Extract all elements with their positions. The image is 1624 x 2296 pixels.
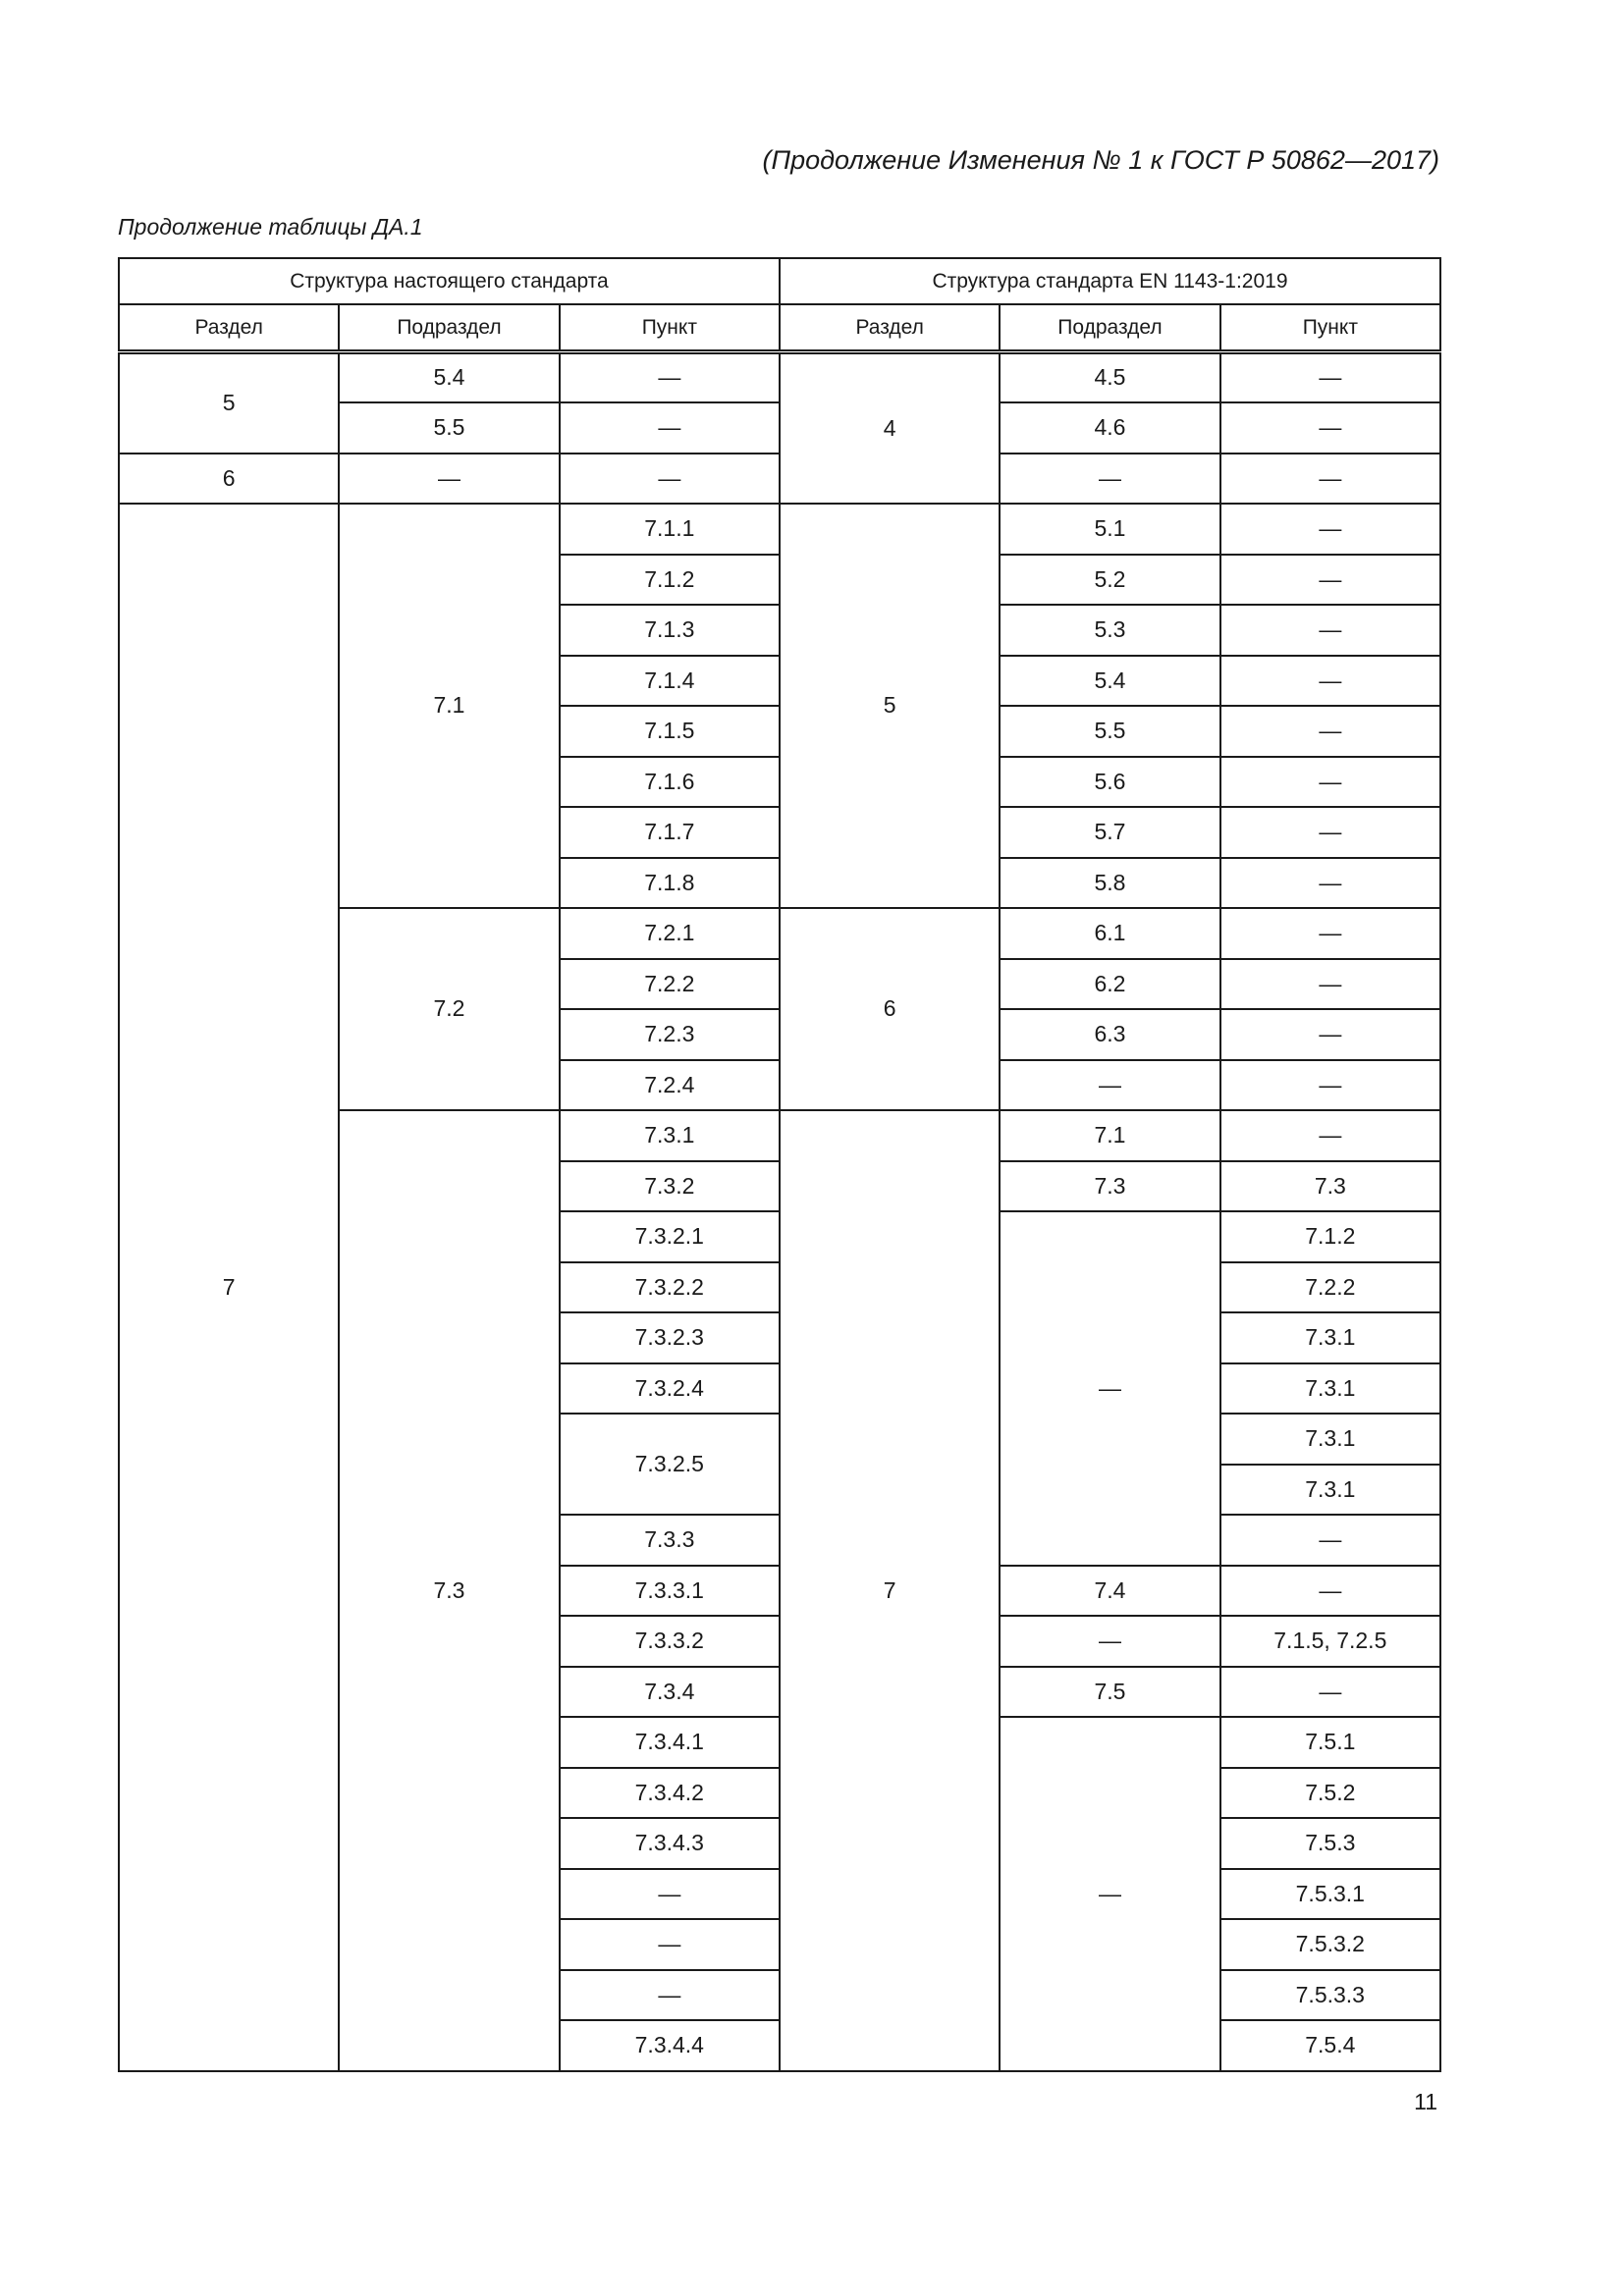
table-cell: 7.3.3 (560, 1515, 780, 1566)
table-cell: 7.1 (1000, 1110, 1219, 1161)
correspondence-table (118, 257, 1441, 2072)
table-cell: — (1000, 1616, 1219, 1667)
table-cell: 7.1.7 (560, 807, 780, 858)
header-column-row (119, 304, 1440, 352)
table-cell: — (1220, 555, 1440, 606)
table-cell: — (1220, 504, 1440, 555)
table-cell: 7.5.4 (1220, 2020, 1440, 2071)
table-cell: 7.3 (1000, 1161, 1219, 1212)
table-cell: 7.3.2.4 (560, 1363, 780, 1415)
table-cell: 5 (119, 352, 339, 454)
table-cell: — (1220, 1667, 1440, 1718)
column-header: Подраздел (1000, 304, 1219, 352)
running-header: (Продолжение Изменения № 1 к ГОСТ Р 50862—2017) (762, 145, 1439, 175)
table-cell: 6 (119, 454, 339, 505)
table-cell: — (1220, 1515, 1440, 1566)
table-cell: 5.7 (1000, 807, 1219, 858)
table-cell: — (1220, 656, 1440, 707)
table-cell: 4.6 (1000, 402, 1219, 454)
table-cell: — (1000, 1211, 1219, 1566)
table-cell: 7.3.3.1 (560, 1566, 780, 1617)
table-cell: 7.1.5, 7.2.5 (1220, 1616, 1440, 1667)
table-cell: 7.2.2 (1220, 1262, 1440, 1313)
table-row (119, 504, 1440, 555)
table-cell: 7.3.1 (1220, 1312, 1440, 1363)
table-cell: 7.2.4 (560, 1060, 780, 1111)
table-cell: 7.4 (1000, 1566, 1219, 1617)
table-cell: 7.3.4.2 (560, 1768, 780, 1819)
header-group-this-standard: Структура настоящего стандарта (119, 258, 780, 304)
table-cell: 7.3.2.3 (560, 1312, 780, 1363)
table-cell: — (1220, 1566, 1440, 1617)
table-cell: — (1220, 1110, 1440, 1161)
table-cell: 7.2 (339, 908, 559, 1110)
table-cell: 5.5 (339, 402, 559, 454)
table-cell: 5.1 (1000, 504, 1219, 555)
table-cell: 7.1.3 (560, 605, 780, 656)
table-cell: — (1000, 1717, 1219, 2071)
table-cell: — (560, 352, 780, 403)
table-cell: 7.5.3.1 (1220, 1869, 1440, 1920)
table-cell: 7.2.1 (560, 908, 780, 959)
table-cell: — (1220, 352, 1440, 403)
table-cell: 7.3 (339, 1110, 559, 2071)
table-cell: — (1220, 605, 1440, 656)
table-cell: 6 (780, 908, 1000, 1110)
column-header: Пункт (1220, 304, 1440, 352)
table-cell: 7.5.1 (1220, 1717, 1440, 1768)
table-row (119, 352, 1440, 403)
column-header: Раздел (119, 304, 339, 352)
table-cell: — (560, 454, 780, 505)
table-cell: 7 (780, 1110, 1000, 2071)
table-cell: — (1220, 1060, 1440, 1111)
header-group-en-standard: Структура стандарта EN 1143-1:2019 (780, 258, 1440, 304)
table-cell: — (1220, 757, 1440, 808)
table-cell: 4 (780, 352, 1000, 505)
table-cell: 7.5.3 (1220, 1818, 1440, 1869)
column-header: Раздел (780, 304, 1000, 352)
table-cell: 7.1.2 (1220, 1211, 1440, 1262)
table-cell: 7.3.4.3 (560, 1818, 780, 1869)
page-number: 11 (1414, 2089, 1437, 2114)
table-cell: — (1220, 807, 1440, 858)
table-cell: 7.1.8 (560, 858, 780, 909)
table-cell: 5 (780, 504, 1000, 908)
table-cell: 7.3.1 (1220, 1363, 1440, 1415)
column-header: Подраздел (339, 304, 559, 352)
table-cell: 7.3.2.1 (560, 1211, 780, 1262)
table-cell: — (560, 402, 780, 454)
table-cell: 7.1 (339, 504, 559, 908)
table-cell: 7.5.3.3 (1220, 1970, 1440, 2021)
table-cell: 7.3.2.5 (560, 1414, 780, 1515)
table-cell: 5.4 (1000, 656, 1219, 707)
table-body (119, 352, 1440, 2071)
table-cell: 7.1.4 (560, 656, 780, 707)
table-cell: 7.3.2 (560, 1161, 780, 1212)
table-caption: Продолжение таблицы ДА.1 (118, 214, 423, 240)
table-cell: 7.3.4.4 (560, 2020, 780, 2071)
table-cell: — (1000, 454, 1219, 505)
table-cell: — (1220, 908, 1440, 959)
table-cell: 7.1.5 (560, 706, 780, 757)
table-cell: — (1220, 1009, 1440, 1060)
table-cell: 5.3 (1000, 605, 1219, 656)
table-cell: — (1220, 959, 1440, 1010)
table-cell: 7.2.2 (560, 959, 780, 1010)
table-cell: — (1220, 454, 1440, 505)
table-cell: 5.5 (1000, 706, 1219, 757)
table-cell: 5.4 (339, 352, 559, 403)
table-cell: 7.1.6 (560, 757, 780, 808)
table-cell: 5.2 (1000, 555, 1219, 606)
table-cell: — (560, 1970, 780, 2021)
table-header (119, 258, 1440, 352)
table-cell: — (1220, 858, 1440, 909)
table-cell: 7.1.1 (560, 504, 780, 555)
table-cell: 7.3.3.2 (560, 1616, 780, 1667)
table-cell: 7.1.2 (560, 555, 780, 606)
table-cell: 5.8 (1000, 858, 1219, 909)
table-cell: 7.3.1 (1220, 1465, 1440, 1516)
table-cell: 4.5 (1000, 352, 1219, 403)
table-cell: 7.3.1 (560, 1110, 780, 1161)
table-cell: 7.5.3.2 (1220, 1919, 1440, 1970)
table-cell: — (339, 454, 559, 505)
table-cell: 7 (119, 504, 339, 2071)
table-cell: 5.6 (1000, 757, 1219, 808)
table-cell: — (1220, 402, 1440, 454)
table-cell: 6.1 (1000, 908, 1219, 959)
table-cell: 7.2.3 (560, 1009, 780, 1060)
table-cell: 7.3 (1220, 1161, 1440, 1212)
table-cell: — (1220, 706, 1440, 757)
table-cell: 7.5.2 (1220, 1768, 1440, 1819)
table-cell: — (560, 1869, 780, 1920)
table-cell: — (560, 1919, 780, 1970)
table-cell: 7.3.1 (1220, 1414, 1440, 1465)
header-group-row (119, 258, 1440, 304)
table-cell: — (1000, 1060, 1219, 1111)
table-cell: 6.3 (1000, 1009, 1219, 1060)
table-cell: 6.2 (1000, 959, 1219, 1010)
table-cell: 7.3.2.2 (560, 1262, 780, 1313)
table-cell: 7.3.4 (560, 1667, 780, 1718)
column-header: Пункт (560, 304, 780, 352)
table-cell: 7.5 (1000, 1667, 1219, 1718)
table-cell: 7.3.4.1 (560, 1717, 780, 1768)
